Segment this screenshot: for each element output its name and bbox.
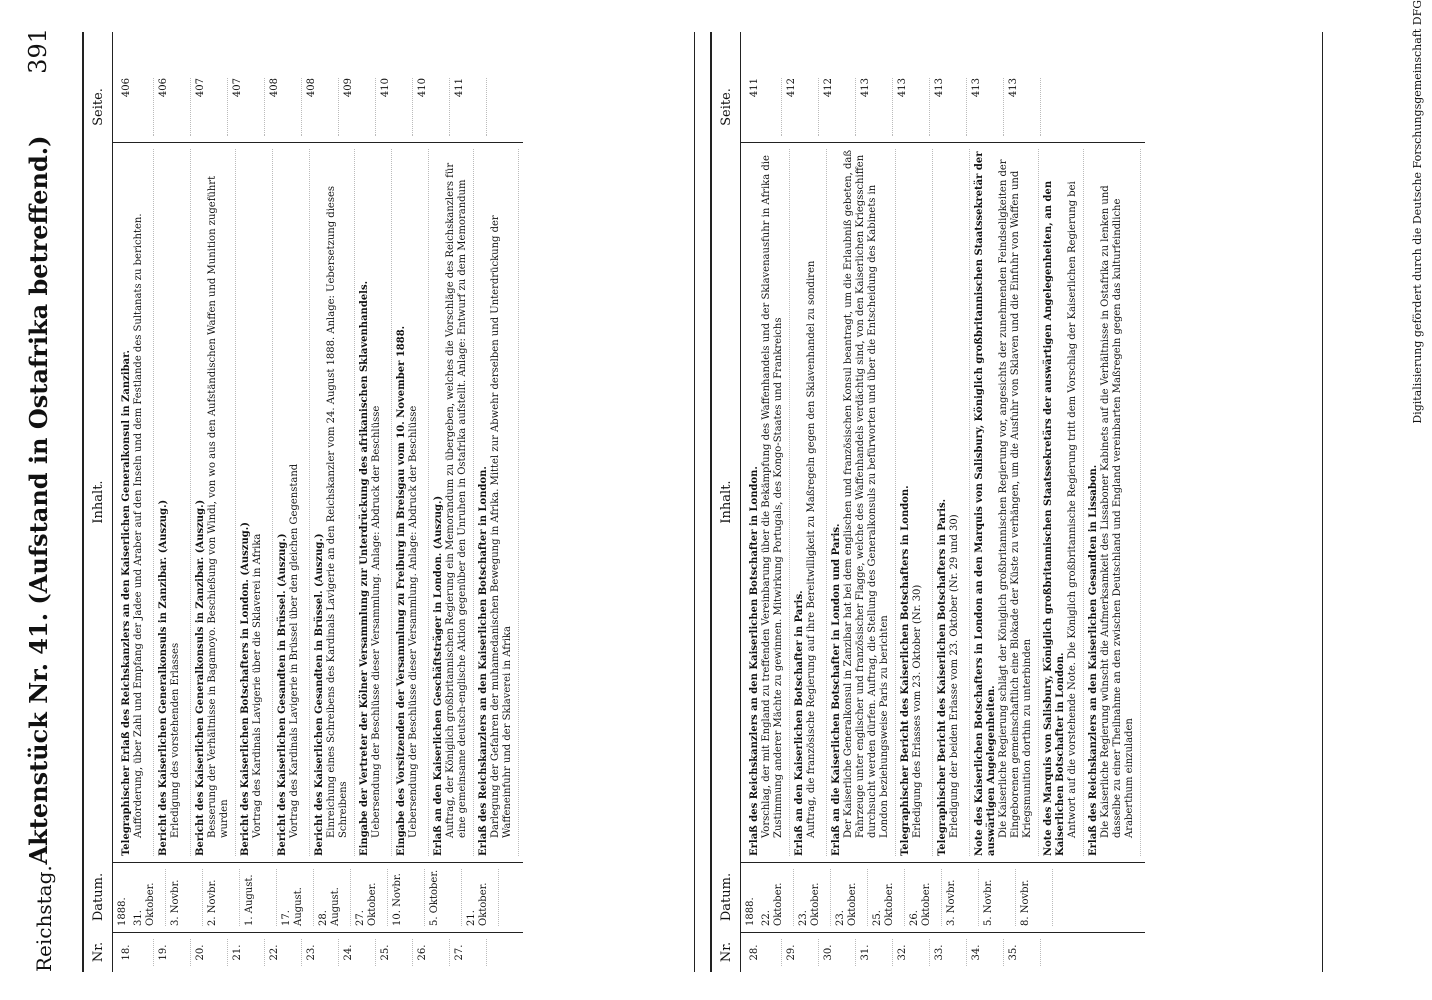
entry-number: 24.: [339, 939, 376, 966]
entry-number: 28.: [745, 939, 782, 966]
entry-page: 409: [339, 78, 376, 136]
col-inhalt: Inhalt.: [718, 480, 734, 524]
entry-title: Erlaß an den Kaiserlichen Botschafter in Paris.: [794, 590, 805, 856]
entry-page: 413: [856, 78, 893, 136]
entry-title: Erlaß des Reichskanzlers an den Kaiserlichen Botschafter in London.: [749, 466, 760, 856]
entry-date: 28. August.: [314, 869, 351, 926]
entry-date: 1. August.: [240, 869, 277, 926]
year-label: 1888.: [745, 897, 756, 926]
entry-title: Telegraphischer Bericht des Kaiserlichen Botschafters in Paris.: [937, 498, 948, 856]
rotated-content: [20, 20, 1400, 980]
entry-content: [933, 149, 970, 856]
entry-date: 27. Oktober.: [351, 869, 388, 926]
entry-page: 413: [893, 78, 930, 136]
entry-text: Aufforderung, über Zahl und Empfang der Jadee und Araber auf den Inseln und dem Festlande des Sultanats zu berichten.: [133, 213, 144, 838]
col-inhalt: Inhalt.: [90, 480, 106, 524]
entry-text: Die Kaiserliche Regierung wünscht die Aufmerksamkeit des Lissaboner Kabinets auf die Verhältnisse in Ostafrika zu lenken und dasselbe zu einer Theilnahme an den zwischen Deutschland und England vereinbarten Maßregeln gegen das kulturfeindliche Araberthum einzuladen: [1100, 185, 1135, 838]
entry-page: 412: [819, 78, 856, 136]
entry-text: Erledigung des Erlasses vom 23. Oktober (Nr. 30): [912, 584, 923, 838]
entry-text: Besserung der Verhältnisse in Bagamoyo. Beschießung von Windi, von wo aus den Aufständischen Waffen und Munition zugeführt wurden: [207, 175, 230, 838]
entry-number: 35.: [1004, 939, 1041, 966]
entry-content: [154, 149, 191, 856]
entry-text: Erledigung des vorstehenden Erlasses: [170, 642, 181, 838]
entry-text: Erledigung der beiden Erlasse vom 23. Oktober (Nr. 29 und 30): [949, 514, 960, 838]
entry-date: 22. Oktober.: [757, 869, 794, 926]
entry-content: [790, 149, 827, 856]
entry-number: 22.: [265, 939, 302, 966]
entry-content: [273, 149, 310, 856]
entry-content: [1084, 149, 1141, 856]
entry-date: 8. Novbr.: [1016, 869, 1053, 926]
date-column: [113, 862, 523, 932]
page-header: [20, 20, 68, 980]
col-seite: Seite.: [718, 88, 734, 126]
entry-text: Auftrag, der Königlich großbritannischen Regierung ein Memorandum zu übergeben, welches die Vorschläge des Reichskanzlers für eine gemeinsame deutsch-englische Aktion gegenüber den Unruhen in Ostafrika aufstellt. Anlage: Entwurf zu dem Memorandum: [445, 162, 468, 838]
entry-page: 408: [265, 78, 302, 136]
entry-content: [827, 149, 896, 856]
entry-date: 23. Oktober.: [831, 869, 868, 926]
contents-table-left: [82, 32, 695, 972]
entry-content: [970, 149, 1039, 856]
footer-note: Digitalisierung gefördert durch die Deutsche Forschungsgemeinschaft DFG: [1411, 0, 1424, 424]
entry-content: [310, 149, 355, 856]
entry-page: 406: [154, 78, 191, 136]
entry-content: [117, 149, 154, 856]
page-column: [741, 72, 1145, 142]
header-left: Reichstag.: [32, 865, 56, 972]
entry-text: Vortrag des Kardinals Lavigerie über die Sklaverei in Afrika: [252, 533, 263, 838]
entry-content: [474, 149, 519, 856]
entry-text: Auftrag, die französische Regierung auf ihre Bereitwilligkeit zu Maßregeln gegen den Sklavenhandel zu sondiren: [806, 260, 817, 838]
entry-number: 27.: [450, 939, 487, 966]
entry-title: Erlaß des Reichskanzlers an den Kaiserlichen Botschafter in London.: [478, 466, 489, 856]
entry-title: Bericht des Kaiserlichen Botschafters in London. (Auszug.): [240, 522, 251, 856]
content-column: [741, 142, 1145, 862]
entry-number: 25.: [376, 939, 413, 966]
entry-text: Uebersendung der Beschlüsse dieser Versammlung. Anlage: Abdruck der Beschlüsse: [371, 405, 382, 838]
entry-page: 410: [413, 78, 450, 136]
col-nr: Nr.: [90, 941, 106, 963]
entry-text: Antwort auf die vorstehende Note. Die Königlich großbritannische Regierung tritt dem Vorschlag der Kaiserlichen Regierung bei: [1067, 181, 1078, 838]
entry-content: [392, 149, 429, 856]
entry-page: 413: [1004, 78, 1041, 136]
entry-page: 411: [745, 78, 782, 136]
col-datum: Datum.: [718, 872, 734, 922]
table-header: [712, 32, 741, 972]
date-column: [741, 862, 1145, 932]
entry-content: [896, 149, 933, 856]
entry-number: 31.: [856, 939, 893, 966]
entry-number: 32.: [893, 939, 930, 966]
entry-page: 406: [117, 78, 154, 136]
entry-text: Darlegung der Gefahren der muhamedanischen Bewegung in Afrika. Mittel zur Abwehr derselben und Unterdrückung der Waffeneinfuhr und der Sklaverei in Afrika: [490, 215, 513, 838]
header-title: [24, 20, 53, 980]
entry-page: 408: [302, 78, 339, 136]
entry-title: Note des Kaiserlichen Botschafters in London an den Marquis von Salisbury, Königlich großbritannischen Staatssekretär der auswärtigen Angelegenheiten.: [974, 151, 997, 856]
entry-title: Bericht des Kaiserlichen Gesandten in Brüssel. (Auszug.): [314, 533, 325, 856]
entry-page: 412: [782, 78, 819, 136]
header-subtitle: (Aufstand in Ostafrika betreffend.): [24, 135, 53, 605]
entry-title: Bericht des Kaiserlichen Gesandten in Brüssel. (Auszug.): [277, 533, 288, 856]
entry-content: [236, 149, 273, 856]
entry-number: 23.: [302, 939, 339, 966]
entry-date: 5. Novbr.: [979, 869, 1016, 926]
entry-title: Bericht des Kaiserlichen Generalkonsuls in Zanzibar. (Auszug.): [158, 499, 169, 856]
entry-number: 18.: [117, 939, 154, 966]
entry-number: 34.: [967, 939, 1004, 966]
entry-page: 413: [930, 78, 967, 136]
entry-text: Uebersendung der Beschlüsse dieser Versammlung. Anlage: Abdruck der Beschlüsse: [408, 405, 419, 838]
page-number: 391: [24, 28, 52, 74]
table-body: [113, 32, 523, 972]
entry-date: 17. August.: [277, 869, 314, 926]
entry-content: [745, 149, 790, 856]
entry-text: Vortrag des Kardinals Lavigerie in Brüssel über den gleichen Gegenstand: [289, 463, 300, 838]
entry-title: Erlaß an die Kaiserlichen Botschafter in London und Paris.: [831, 523, 842, 856]
col-datum: Datum.: [90, 872, 106, 922]
entry-page: 407: [228, 78, 265, 136]
col-seite: Seite.: [90, 88, 106, 126]
entry-date: 31. Oktober.: [129, 869, 166, 926]
entry-title: Erlaß an den Kaiserlichen Geschäftsträger in London. (Auszug.): [433, 495, 444, 856]
entry-date: 5. Oktober.: [425, 869, 462, 926]
entry-date: 3. Novbr.: [942, 869, 979, 926]
entry-date: 26. Oktober.: [905, 869, 942, 926]
entry-content: [1039, 149, 1084, 856]
entry-title: Eingabe der Vertreter der Kölner Versammlung zur Unterdrückung des afrikanischen Sklavenhandels.: [359, 280, 370, 856]
content-column: [113, 142, 523, 862]
entry-title: Eingabe des Vorsitzenden der Versammlung zu Freiburg im Breisgau vom 10. November 1888.: [396, 325, 407, 856]
col-nr: Nr.: [718, 941, 734, 963]
entry-number: 33.: [930, 939, 967, 966]
entry-content: [429, 149, 474, 856]
entry-date: 21. Oktober.: [462, 869, 499, 926]
entry-date: 3. Novbr.: [166, 869, 203, 926]
header-middle: Aktenstück Nr. 41.: [24, 612, 53, 865]
contents-table-right: [710, 32, 1323, 972]
entry-number: 19.: [154, 939, 191, 966]
entry-title: Telegraphischer Bericht des Kaiserlichen Botschafters in London.: [900, 485, 911, 856]
page-column: [113, 72, 523, 142]
table-header: [84, 32, 113, 972]
entry-page: 411: [450, 78, 487, 136]
nr-column: [741, 932, 1145, 972]
entry-date: 10. Novbr.: [388, 869, 425, 926]
year-label: 1888.: [117, 897, 128, 926]
entry-number: 26.: [413, 939, 450, 966]
entry-text: Vorschlag, der mit England zu treffenden Vereinbarung über die Bekämpfung des Waffenhandels und der Sklavenausfuhr in Afrika die Zustimmung anderer Mächte zu gewinnen. Mitwirkung Portugals, des Kongo-Staates und Frankreichs: [761, 155, 784, 838]
entry-page: 407: [191, 78, 228, 136]
nr-column: [113, 932, 523, 972]
entry-number: 20.: [191, 939, 228, 966]
table-body: [741, 32, 1145, 972]
entry-page: 410: [376, 78, 413, 136]
entry-page: 413: [967, 78, 1004, 136]
entry-number: 29.: [782, 939, 819, 966]
entry-content: [191, 149, 236, 856]
entry-number: 30.: [819, 939, 856, 966]
entry-text: Einreichung eines Schreibens des Kardinals Lavigerie an den Reichskanzler vom 24. August 1888. Anlage: Uebersetzung dieses Schreibens: [326, 185, 349, 838]
entry-date: 23. Oktober.: [794, 869, 831, 926]
entry-title: Telegraphischer Erlaß des Reichskanzlers an den Kaiserlichen Generalkonsul in Zanzibar.: [121, 350, 132, 856]
entry-date: 2. Novbr.: [203, 869, 240, 926]
entry-text: Die Kaiserliche Regierung schlägt der Königlich großbritannischen Regierung vor, angesichts der zunehmenden Feindseligkeiten der Eingeborenen gemeinschaftlich eine Blokade der Küste zu verhängen, um die Ausfuhr von Sklaven und die Einfuhr von Waffen und Kriegsmunition dorthin zu unterbinden: [998, 159, 1033, 838]
entry-number: 21.: [228, 939, 265, 966]
entry-date: 25. Oktober.: [868, 869, 905, 926]
entry-title: Note des Marquis von Salisbury, Königlich großbritannischen Staatssekretärs der auswärtigen Angelegenheiten, an den Kaiserlichen Botschafter in London.: [1043, 180, 1066, 856]
entry-title: Bericht des Kaiserlichen Generalkonsuls in Zanzibar. (Auszug.): [195, 499, 206, 856]
entry-text: Der Kaiserliche Generalkonsul in Zanzibar hat bei dem englischen und französischen Konsul beantragt, um die Erlaubniß gebeten, daß Fahrzeuge unter englischer und französischer Flagge, welche des Waffenhandels verdächtig sind, von den Kaiserlichen Kriegsschiffen durchsucht werden dürfen. Auftrag, die Stellung des Generalkonsuls zu befürworten und über die Entscheidung des Kabinets in London beziehungsweise Paris zu berichten: [843, 149, 890, 838]
entry-title: Erlaß des Reichskanzlers an den Kaiserlichen Gesandten in Lissabon.: [1088, 464, 1099, 856]
entry-content: [355, 149, 392, 856]
